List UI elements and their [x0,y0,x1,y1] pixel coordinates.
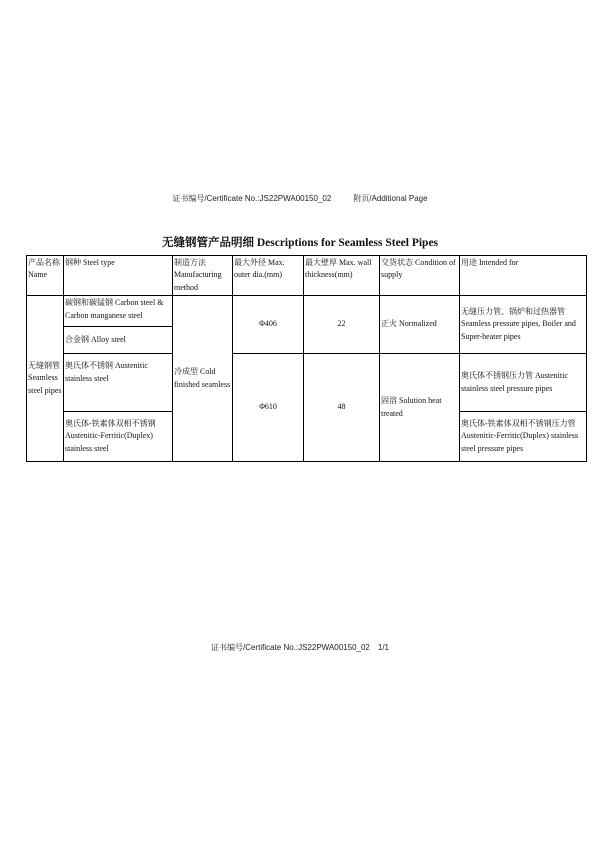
pipe-description-table [26,255,587,462]
condition-2: 固溶 Solution heat treated [380,354,460,462]
steel-type-austenitic: 奥氏体不锈钢 Austenitic stainless steel [64,354,173,412]
header-method: 制造方法 Manufacturing method [173,256,233,296]
intended-1: 无缝压力管、锅炉和过热器管 Seamless pressure pipes, Boiler and Super-heater pipes [460,296,587,354]
header-condition: 交货状态 Condition of supply [380,256,460,296]
header-wall: 最大壁厚 Max. wall thickness(mm) [304,256,380,296]
outer-dia-2: Φ610 [233,354,304,462]
footer-certificate-number: 证书编号/Certificate No.:JS22PWA00150_02 [210,643,370,652]
wall-1: 22 [304,296,380,354]
header-steel-type: 钢种 Steel type [64,256,173,296]
table-row [27,354,587,412]
intended-2a: 奥氏体不锈钢压力管 Austenitic stainless steel pressure pipes [460,354,587,412]
certificate-number: 证书编号/Certificate No.:JS22PWA00150_02 [172,194,332,203]
steel-type-carbon: 碳钢和碳锰钢 Carbon steel & Carbon manganese steel [64,296,173,327]
header-outer-dia: 最大外径 Max. outer dia.(mm) [233,256,304,296]
steel-type-duplex: 奥氏体-铁素体双相不锈钢 Austenitic-Ferritic(Duplex) stainless steel [64,412,173,462]
page-title: 无缝钢管产品明细 Descriptions for Seamless Steel Pipes [161,237,439,249]
table-row [27,296,587,327]
outer-dia-1: Φ406 [233,296,304,354]
intended-2b: 奥氏体-铁素体双相不锈钢压力管 Austenitic-Ferritic(Duplex) stainless steel pressure pipes [460,412,587,462]
additional-page-label: 附页/Additional Page [353,194,428,203]
table-header-row [27,256,587,296]
condition-1: 正火 Normalized [380,296,460,354]
wall-2: 48 [304,354,380,462]
page-number: 1/1 [377,643,389,652]
steel-type-alloy: 合金钢 Alloy steel [64,327,173,354]
header-intended: 用途 Intended for [460,256,587,296]
product-name-cell: 无缝钢管 Seamless steel pipes [27,296,64,462]
header-name: 产品名称 Name [27,256,64,296]
page-header [0,193,600,204]
page-footer [0,642,600,653]
method-cell: 冷成型 Cold finished seamless [173,296,233,462]
